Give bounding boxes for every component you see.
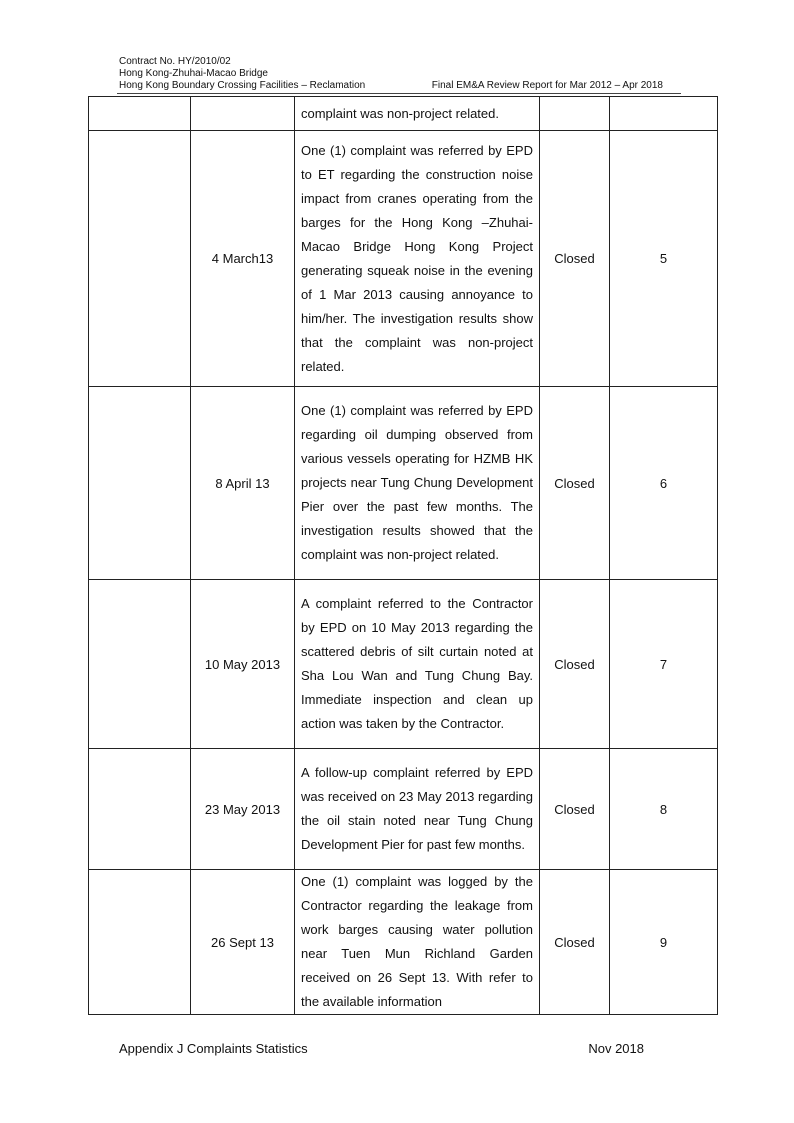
status-cell [540, 97, 610, 131]
footer-date: Nov 2018 [588, 1041, 644, 1056]
description-cell [295, 97, 540, 131]
description-text: One (1) complaint was referred by EPD regarding oil dumping observed from various vessels operating for HZMB HK projects near Tung Chung Development Pier over the past few months. The investigation results showed that the complaint was non-project related. [301, 403, 533, 562]
ref-cell: 7 [610, 580, 718, 749]
date-cell: 4 March13 [191, 131, 295, 387]
blank-cell [89, 749, 191, 870]
date-cell: 26 Sept 13 [191, 870, 295, 1015]
ref-cell: 6 [610, 387, 718, 580]
description-text: One (1) complaint was logged by the Contractor regarding the leakage from work barges causing water pollution near Tuen Mun Richland Garden received on 26 Sept 13. With refer to the available information [301, 874, 533, 1009]
header-rule [117, 93, 681, 94]
table-row [89, 387, 718, 580]
page-footer [119, 1041, 644, 1056]
description-text: One (1) complaint was referred by EPD to ET regarding the construction noise impact from cranes operating from the barges for the Hong Kong –Zhuhai-Macao Bridge Hong Kong Project generating squeak noise in the evening of 1 Mar 2013 causing annoyance to him/her. The investigation results show that the complaint was non-project related. [301, 142, 533, 374]
facility-name: Hong Kong Boundary Crossing Facilities – Reclamation [119, 80, 366, 91]
report-title: Final EM&A Review Report for Mar 2012 – Apr 2018 [431, 80, 663, 91]
description-cell [295, 749, 540, 870]
complaints-table [88, 96, 718, 1015]
status-cell: Closed [540, 387, 610, 580]
description-text: complaint was non-project related. [301, 105, 499, 121]
description-text: A complaint referred to the Contractor by EPD on 10 May 2013 regarding the scattered debris of silt curtain noted at Sha Lou Wan and Tung Chung Bay. Immediate inspection and clean up action was taken by the Contractor. [301, 596, 533, 731]
table-row [89, 97, 718, 131]
description-cell [295, 580, 540, 749]
header-last-line [119, 80, 679, 92]
blank-cell [89, 387, 191, 580]
table-row [89, 870, 718, 1015]
blank-cell [89, 870, 191, 1015]
project-name: Hong Kong-Zhuhai-Macao Bridge [119, 68, 268, 79]
table-row [89, 580, 718, 749]
ref-cell [610, 97, 718, 131]
page-header [119, 56, 679, 92]
status-cell: Closed [540, 870, 610, 1015]
ref-cell: 9 [610, 870, 718, 1015]
date-cell: 23 May 2013 [191, 749, 295, 870]
blank-cell [89, 97, 191, 131]
appendix-title: Appendix J Complaints Statistics [119, 1041, 308, 1056]
ref-cell: 8 [610, 749, 718, 870]
date-cell: 8 April 13 [191, 387, 295, 580]
table-row [89, 749, 718, 870]
description-cell [295, 387, 540, 580]
date-cell [191, 97, 295, 131]
description-cell [295, 131, 540, 387]
description-cell [295, 870, 540, 1015]
table-row [89, 131, 718, 387]
date-cell: 10 May 2013 [191, 580, 295, 749]
ref-cell: 5 [610, 131, 718, 387]
blank-cell [89, 580, 191, 749]
status-cell: Closed [540, 749, 610, 870]
status-cell: Closed [540, 131, 610, 387]
status-cell: Closed [540, 580, 610, 749]
blank-cell [89, 131, 191, 387]
description-text: A follow-up complaint referred by EPD was received on 23 May 2013 regarding the oil stain noted near Tung Chung Development Pier for past few months. [301, 765, 533, 852]
contract-number: Contract No. HY/2010/02 [119, 56, 231, 67]
